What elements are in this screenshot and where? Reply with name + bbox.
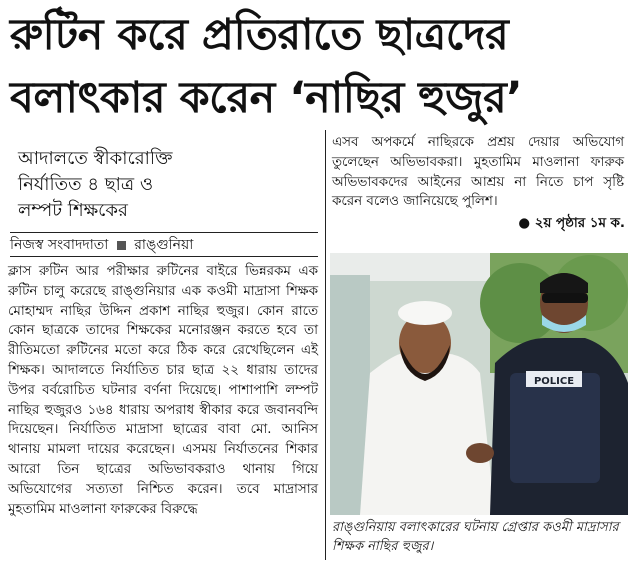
headline-line-1: রুটিন করে প্রতিরাতে ছাত্রদের (10, 10, 509, 60)
subheadline (18, 146, 318, 224)
subheadline-line: লম্পট শিক্ষকের (18, 200, 128, 221)
divider-vertical (325, 130, 326, 560)
divider-horizontal (10, 256, 318, 257)
news-photo (330, 253, 628, 515)
byline (10, 236, 193, 254)
subheadline-line: আদালতে স্বীকারোক্তি (18, 148, 173, 169)
article-body: ক্লাস রুটিন আর পরীক্ষার রুটিনের বাইরে ভিন্নরকম এক রুটিন চালু করেছে রাঙ্গুনিয়ার এক কওমী মাদ্রাসা শিক্ষক মোহাম্মদ নাছির উদ্দিন প্রকাশ নাছির হুজুর। কোন রাতে কোন ছাত্রকে তাদের শিক্ষকের মনোরঞ্জন করতে হবে তা রীতিমতো রুটিনের মতো করে ঠিক করে রেখেছিলেন এই শিক্ষক। আদালতে নির্যাতিত চার ছাত্র ২২ ধারায় তাদের উপর বর্বরোচিত ঘটনার বর্ণনা দিয়েছে। পাশাপাশি লম্পট নাছির হুজুরও ১৬৪ ধারায় অপরাধ স্বীকার করে জবানবন্দি দিয়েছেন। নির্যাতিত মাদ্রাসা ছাত্রের বাবা মো. আনিস থানায় মামলা দায়ের করেছেন। এসময় নির্যাতনের শিকার আরো তিন ছাত্রের অভিভাবকরাও থানায় গিয়ে অভিযোগের সত্যতা নিশ্চিত করেন। তবে মাদ্রাসার মুহতামিম মাওলানা ফারুকের বিরুদ্ধে (8, 264, 318, 517)
article-body-continued: এসব অপকর্মে নাছিরকে প্রশ্রয় দেয়ার অভিযোগ তুলেছেন অভিভাবকরা। মুহতামিম মাওলানা ফারুক অভিভাবকদের আইনের আশ্রয় না নিতে চাপ সৃষ্টি করেন বলেও জানিয়েছে পুলিশ। (332, 135, 624, 210)
subheadline-line: নির্যাতিত ৪ ছাত্র ও (18, 174, 154, 195)
vest-label: POLICE (533, 376, 575, 387)
continuation-note: ● ২য় পৃষ্ঠার ১ম ক. (518, 216, 625, 231)
byline-reporter: নিজস্ব সংবাদদাতা (10, 237, 109, 253)
arrest-photo-illustration (330, 253, 628, 515)
headline-line-2: বলাৎকার করেন ‘নাছির হুজুর’ (10, 73, 523, 123)
headline (10, 4, 628, 130)
photo-caption: রাঙ্গুনিয়ায় বলাৎকারের ঘটনায় গ্রেপ্তার কওমী মাদ্রাসার শিক্ষক নাছির হুজুর। (332, 520, 619, 554)
byline-location: রাঙ্গুনিয়া (134, 237, 194, 253)
square-bullet-icon (117, 241, 126, 250)
divider-horizontal (10, 232, 318, 233)
